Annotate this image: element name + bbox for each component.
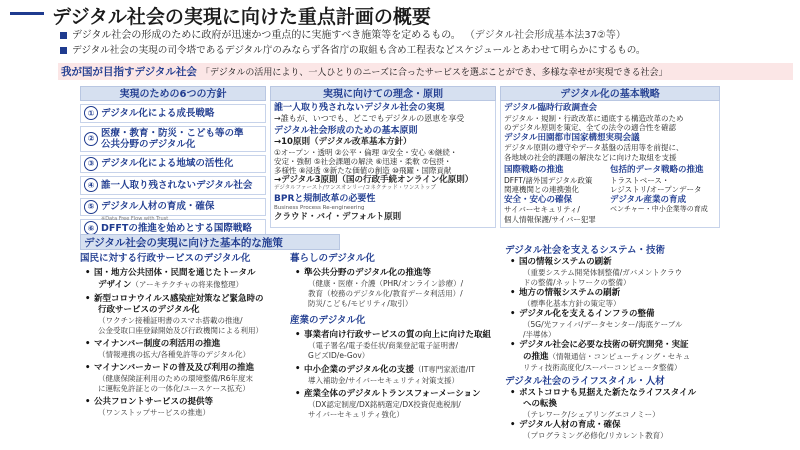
- principles-column: [270, 86, 496, 228]
- measure-item-cont: への転換: [523, 399, 558, 409]
- policy-text: デジタル人材の育成・確保: [101, 201, 215, 213]
- strategy-text: DFFT/諸外国デジタル政策: [504, 175, 593, 185]
- measure-sub: （テレワーク/シェアリングエコノミー）: [523, 410, 660, 419]
- summary-bullet-text: デジタル社会の形成のために政府が迅速かつ重点的に実施すべき施策等を定めるもの。: [72, 30, 461, 41]
- vision-text: 「デジタルの活用により、一人ひとりのニーズに合ったサービスを選ぶことができ、多様な幸せが実現できる社会」: [200, 68, 668, 78]
- measure-sub: ドの整備/ネットワークの整備）: [523, 278, 631, 287]
- principle-text: クラウド・バイ・デフォルト原則: [274, 212, 402, 222]
- measures-column-citizen: [80, 253, 280, 418]
- principle-text: →10原則（デジタル改革基本方針）: [274, 137, 412, 147]
- strategy-text: 関連機関との連携強化: [504, 185, 579, 194]
- strategy-title: 国際戦略の推進: [504, 165, 564, 175]
- measure-sub: /半導体）: [523, 330, 556, 339]
- strategy-text: 個人情報保護/サイバー犯罪: [504, 214, 596, 224]
- policy-text: デジタル化による地域の活性化: [101, 158, 234, 170]
- measure-sub: 導入補助金/サイバーセキュリティ対策支援）: [308, 376, 459, 385]
- basic-strategy-header: デジタル化の基本戦略: [500, 86, 720, 101]
- measure-item-label: 中小企業のデジタル化の支援: [304, 365, 414, 375]
- measure-item: • 国の情報システムの刷新: [505, 257, 735, 268]
- principle-text: 安定・強靭 ⑤社会課題の解決 ⑥迅速・柔軟 ⑦包摂・: [274, 156, 452, 166]
- measure-sub: （DX認定制度/DX銘柄選定/DX投資促進税制/: [308, 400, 461, 409]
- measure-item: [290, 364, 500, 376]
- title-bar: [0, 0, 800, 26]
- page-title: デジタル社会の実現に向けた重点計画の概要: [52, 6, 431, 28]
- strategy-text: レジストリ/オープンデータ: [610, 185, 702, 194]
- strategy-title: デジタル産業の育成: [610, 194, 686, 205]
- policy-number: ②: [84, 132, 98, 146]
- dfft-footnote: ※Data Free Flow with Trust: [101, 216, 169, 222]
- principle-text: デジタルファースト/ワンスオンリー/コネクテッド・ワンストップ: [274, 185, 436, 191]
- measure-item: • 国・地方公共団体・民間を通じたトータル: [80, 268, 280, 279]
- policy-text: 医療・教育・防災・こども等の準公共分野のデジタル化: [101, 127, 244, 150]
- measure-sub: （電子署名/電子委任状/商業登記電子証明書/: [308, 341, 459, 350]
- measure-sub: 公金受取口座登録開始及び行政機関による利用）: [98, 326, 263, 335]
- measure-item: • マイナンバー制度の利活用の推進: [80, 339, 280, 350]
- measure-item-label: デザイン: [98, 280, 132, 290]
- measure-sub: （ワンストップサービスの推進）: [98, 408, 211, 417]
- measure-sub: （ワクチン接種証明書のスマホ搭載の推進/: [98, 316, 243, 325]
- policy-text: 誰一人取り残されないデジタル社会: [101, 179, 253, 191]
- title-accent-line: [10, 12, 44, 15]
- policy-item: [80, 155, 266, 174]
- measure-item: • マイナンバーカードの普及及び利用の推進: [80, 363, 280, 374]
- strategy-text: サイバーセキュリティ/: [504, 205, 580, 214]
- strategy-grid-left: [504, 165, 610, 224]
- measure-item-note: （アーキテクチャの将来像整理）: [131, 280, 244, 289]
- summary-bullets: [60, 28, 790, 58]
- measure-item: • 事業者向け行政サービスの質の向上に向けた取組: [290, 330, 500, 341]
- square-bullet-icon: [60, 32, 67, 39]
- measure-sub: （重要システム開発体制整備/ガバメントクラウ: [523, 268, 683, 277]
- strategy-text: デジタル・規制・行政改革に通底する構造改革のため: [504, 113, 684, 123]
- strategy-title: 包括的データ戦略の推進: [610, 165, 704, 175]
- summary-bullet: [60, 43, 790, 58]
- strategy-title: デジタル臨時行政調査会: [504, 103, 597, 113]
- measure-item: • デジタル社会に必要な技術の研究開発・実証: [505, 340, 735, 351]
- measures-column-life-industry: [290, 253, 500, 420]
- measure-sub: （標準化基本方針の策定等）: [523, 299, 621, 308]
- policy-number: ③: [84, 157, 98, 171]
- measure-item: • 準公共分野のデジタル化の推進等: [290, 268, 500, 279]
- strategy-title: デジタル田園都市国家構想実現会議: [504, 132, 640, 143]
- policy-number: ⑤: [84, 200, 98, 214]
- measure-heading: デジタル社会のライフスタイル・人材: [505, 376, 665, 387]
- policy-item: [80, 126, 266, 152]
- summary-bullet-text: デジタル社会の実現の司令塔であるデジタル庁のみならず各省庁の取組も含め工程表などスケジュールとあわせて明らかにするもの。: [72, 45, 646, 56]
- strategy-grid-right: [610, 165, 716, 224]
- summary-bullet-note: （デジタル社会形成基本法37②等）: [464, 30, 626, 41]
- measure-item-cont: 行政サービスのデジタル化: [98, 305, 200, 315]
- measure-item: • 公共フロントサービスの提供等: [80, 397, 280, 408]
- policy-item: [80, 176, 266, 195]
- measure-item: • 産業全体のデジタルトランスフォーメーション: [290, 389, 500, 400]
- strategy-grid: [504, 165, 716, 224]
- policies-column: [80, 86, 266, 238]
- policy-item: [80, 198, 266, 217]
- measure-item: • ポストコロナも見据えた新たなライフスタイル: [505, 388, 735, 399]
- vision-banner: [58, 63, 793, 80]
- basic-strategy-body: [500, 101, 720, 228]
- basic-strategy-column: [500, 86, 720, 228]
- strategy-text: ベンチャー・中小企業等の育成: [610, 205, 708, 213]
- principle-title: デジタル社会形成のための基本原則: [274, 126, 418, 136]
- principles-body: [270, 101, 496, 228]
- vision-label: 我が国が目指すデジタル社会: [61, 66, 197, 78]
- strategy-text: トラストベース・: [610, 175, 670, 185]
- measure-heading: 産業のデジタル化: [290, 315, 366, 326]
- principle-title: 誰一人取り残されないデジタル社会の実現: [274, 103, 445, 113]
- strategy-text: 各地域の社会的課題の解決などに向けた取組を支援: [504, 152, 677, 162]
- principle-text: Business Process Re-engineering: [274, 205, 365, 211]
- strategy-title: 安全・安心の確保: [504, 194, 573, 205]
- principles-header: 実現に向けての理念・原則: [270, 86, 496, 101]
- measure-item: • デジタル化を支えるインフラの整備: [505, 309, 735, 320]
- policy-text: デジタル化による成長戦略: [101, 107, 215, 119]
- strategy-text: のデジタル原則を策定、全ての法令の適合性を確認: [504, 123, 677, 132]
- measure-item-cont: [80, 279, 280, 291]
- principle-text: →デジタル3原則（国の行政手続オンライン化原則）: [274, 174, 474, 185]
- policy-text: DFFTの推進を始めとする国際戦略: [101, 222, 252, 234]
- measure-item: • 地方の情報システムの刷新: [505, 288, 735, 299]
- measure-sub: に運転免許証との一体化/ユースケース拡充）: [98, 384, 250, 393]
- policy-number: ④: [84, 178, 98, 192]
- measure-sub: リティ技術高度化/スーパーコンピュータ整備）: [523, 363, 682, 372]
- measure-sub: （健康保険証利用のための環境整備/R6年度末: [98, 374, 254, 383]
- measures-column-system-lifestyle: [505, 245, 735, 441]
- measure-sub: 教育（校務のデジタル化/教育データ利活用）/: [308, 289, 463, 298]
- principle-text: ①オープン・透明 ②公平・倫理 ③安全・安心 ④継続・: [274, 147, 458, 157]
- measure-sub: （5G/光ファイバ/データセンター/海底ケーブル: [523, 320, 683, 329]
- measure-sub: GビズID/e-Gov）: [308, 351, 370, 360]
- principle-text: →誰もが、いつでも、どこでもデジタルの恩恵を享受: [274, 114, 465, 123]
- measure-item-label: の推進: [523, 352, 549, 362]
- measure-item-cont: [505, 351, 735, 363]
- square-bullet-icon: [60, 47, 67, 54]
- policy-number: ⑥: [84, 221, 98, 235]
- measure-sub: （プログラミング必修化/リカレント教育）: [523, 431, 668, 440]
- measures-header: デジタル社会の実現に向けた基本的な施策: [80, 234, 340, 250]
- measure-heading: 暮らしのデジタル化: [290, 253, 375, 264]
- measure-sub: サイバーセキュリティ強化）: [308, 410, 404, 419]
- measure-sub: （健康・医療・介護（PHR/オンライン診療）/: [308, 279, 464, 288]
- measure-item-note: （情報通信・コンピューティング・セキュ: [548, 352, 691, 361]
- measure-item: • 新型コロナウイルス感染症対策など緊急時の: [80, 294, 280, 305]
- measure-sub: （情報連携の拡大/各種免許等のデジタル化）: [98, 350, 251, 359]
- policy-item: [80, 104, 266, 123]
- principle-title: BPRと規制改革の必要性: [274, 194, 376, 204]
- summary-bullet: [60, 28, 790, 43]
- measure-item-note: （IT専門家派遣/IT: [414, 365, 476, 374]
- strategy-text: デジタル原則の遵守やデータ基盤の活用等を前提に、: [504, 143, 684, 152]
- measure-heading: デジタル社会を支えるシステム・技術: [505, 245, 665, 256]
- measure-heading: 国民に対する行政サービスのデジタル化: [80, 253, 251, 264]
- measure-item: • デジタル人材の育成・確保: [505, 420, 735, 431]
- measure-sub: 防災/こども/モビリティ/取引）: [308, 299, 413, 308]
- principle-text: 多様性 ⑧浸透 ⑨新たな価値の創造 ⑩飛躍・国際貢献: [274, 165, 452, 175]
- policy-number: ①: [84, 106, 98, 120]
- policies-header: 実現のための6つの方針: [80, 86, 266, 101]
